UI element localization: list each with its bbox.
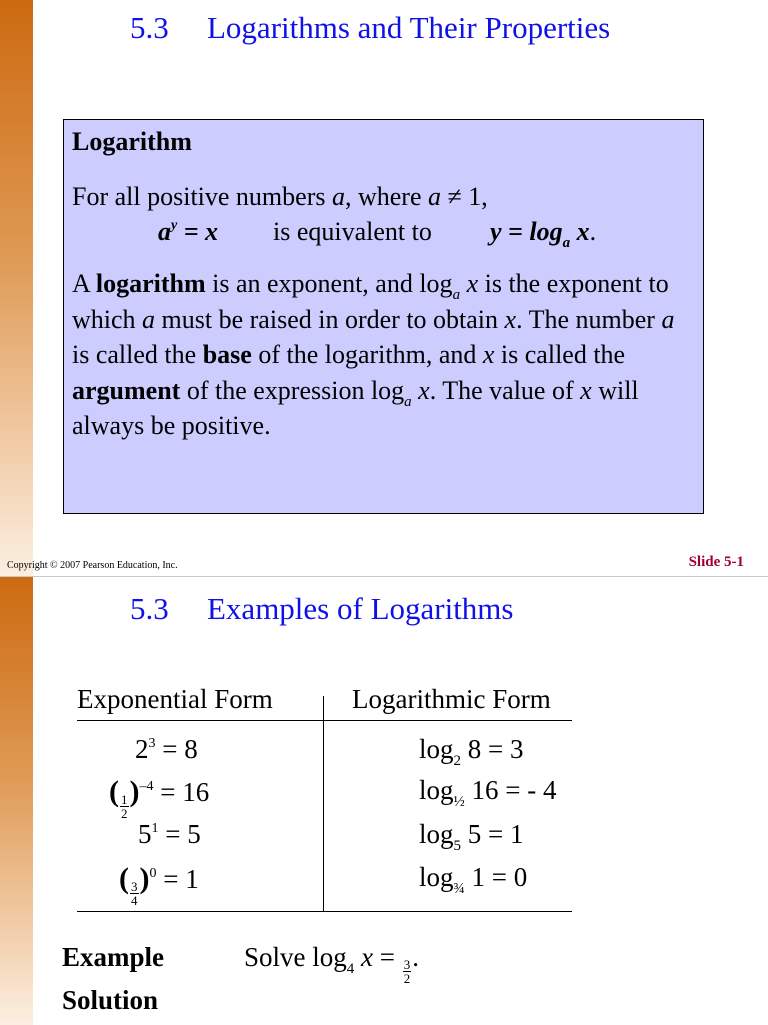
exponential-equation: $a^y = x$ (158, 217, 219, 246)
example-label: Example (62, 942, 165, 972)
table-bottom-rule (77, 911, 572, 912)
equivalence-row (72, 214, 695, 266)
orange-sidebar-band (0, 577, 33, 1025)
slide-2 (0, 576, 768, 1025)
logarithmic-equation: $y = \log_a x$. (490, 217, 597, 251)
column-header-exponential: Exponential Form (77, 684, 273, 714)
solution-label: Solution (62, 985, 159, 1015)
title-text: Examples of Logarithms (207, 591, 514, 626)
logarithmic-form-row-1: $\log_2 8 = 3$ (419, 734, 524, 769)
header-rule (77, 720, 572, 721)
copyright-notice: Copyright © 2007 Pearson Education, Inc. (7, 560, 178, 571)
slide-number: Slide 5-1 (688, 554, 744, 570)
section-number: 5.3 (130, 591, 169, 626)
definition-condition: For all positive numbers a, where a ≠ 1, (72, 181, 488, 211)
examples-table (77, 682, 572, 912)
section-number: 5.3 (130, 10, 169, 45)
orange-sidebar-band (0, 0, 33, 576)
title-text: Logarithms and Their Properties (207, 10, 611, 45)
column-header-logarithmic: Logarithmic Form (352, 684, 551, 714)
logarithmic-form-row-3: $\log_5 5 = 1$ (419, 819, 524, 854)
exponential-form-row-4: ( $\frac{3}{4}$ )$^0$ = 1 (119, 862, 199, 908)
exponential-form-row-2: ( $\frac{1}{2}$ )$^{-4}$ = 16 (109, 775, 210, 821)
slide-title (130, 591, 514, 627)
logarithmic-form-row-2: $\log_{\frac{1}{2}} 16$ = - 4 (419, 775, 557, 810)
example-statement: Solve $\log_4 x$ = $\frac{3}{2}$ . (244, 942, 419, 986)
logarithmic-form-row-4: $\log_{\frac{3}{4}} 1 = 0$ (419, 862, 528, 897)
definition-box (63, 119, 704, 514)
slide-title (130, 10, 610, 46)
equivalence-text: is equivalent to (273, 217, 432, 246)
exponential-form-row-1: $2^3 = 8$ (135, 734, 198, 764)
definition-paragraph: A logarithm is an exponent, and $\log_a x$ is the exponent to which a must be raised in order to obtain x. The number a is called the base of the logarithm, and x is called the argument of the expression $\log_a x$. The value of x will always be positive. (72, 269, 675, 440)
exponential-form-row-3: $5^1 = 5$ (138, 819, 201, 849)
column-divider (323, 696, 324, 912)
definition-heading: Logarithm (72, 127, 192, 156)
